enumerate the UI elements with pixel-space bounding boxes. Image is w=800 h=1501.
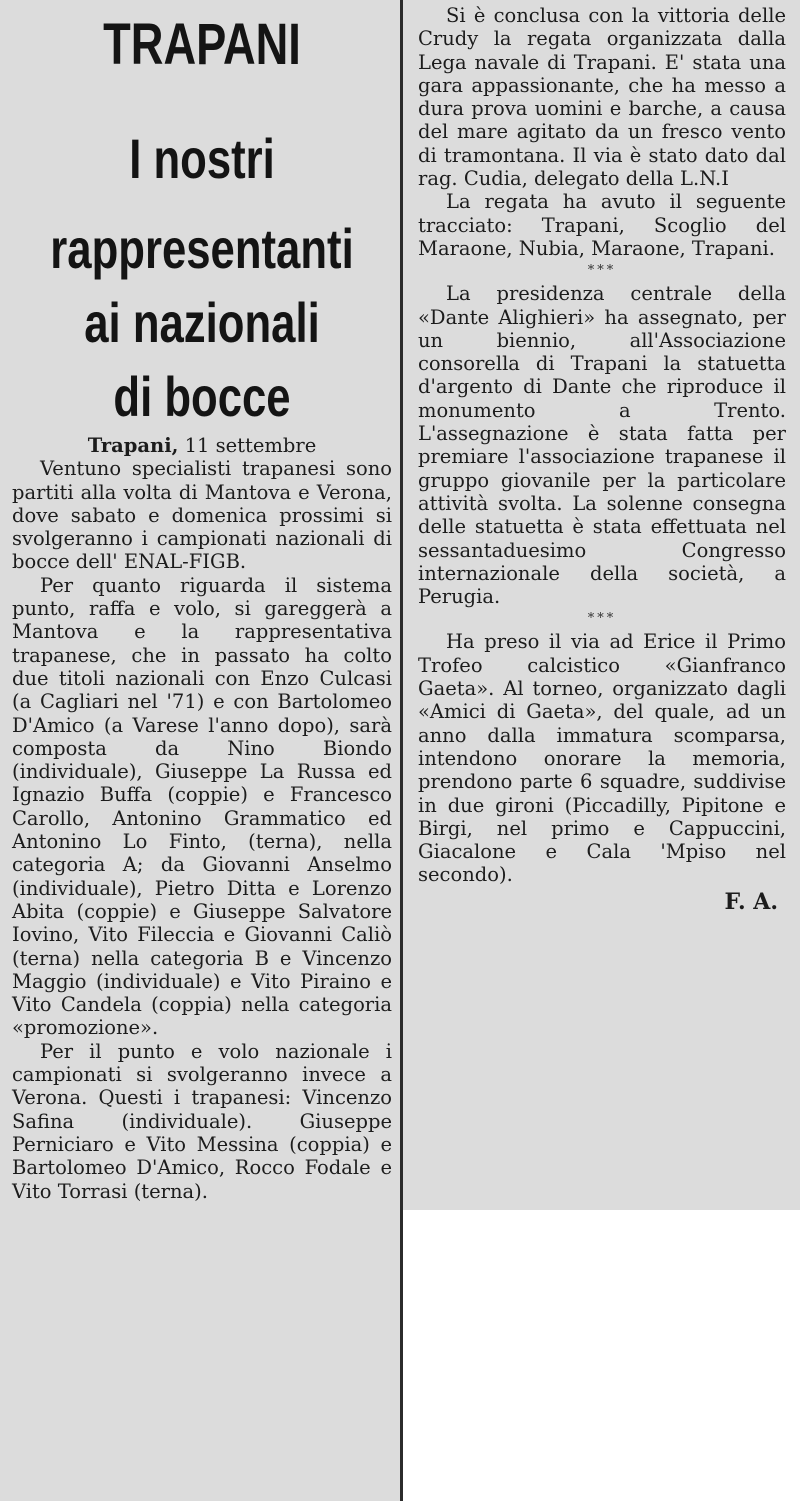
headline-line-1: I nostri: [129, 127, 275, 190]
dateline: Trapani,: [87, 434, 179, 457]
section-kicker: TRAPANI: [103, 12, 301, 77]
signature: F. A.: [724, 888, 778, 915]
article-paragraph: Per quanto riguarda il sistema punto, raffa e volo, si gareggerà a Mantova e la rappresentativa trapanese, che in passato ha colto due titoli nazionali con Enzo Culcasi (a Cagliari nel '71) e con Bartolomeo D'Amico (a Varese l'anno dopo), sarà composta da Nino Biondo (individuale), Giuseppe La Russa ed Ignazio Buffa (coppie) e Francesco Carollo, Antonino Grammatico ed Antonino Lo Finto, (terna), nella categoria A; da Giovanni Anselmo (individuale), Pietro Ditta e Lorenzo Abita (coppie) e Giuseppe Salvatore Iovino, Vito Fileccia e Giovanni Caliò (terna) nella categoria B e Vincenzo Maggio (individuale) e Vito Piraino e Vito Candela (coppia) nella categoria «promozione».: [12, 573, 392, 1040]
column-divider: [400, 0, 403, 1501]
bocce-article: [12, 434, 392, 1203]
separator-stars: ***: [587, 263, 617, 279]
article-paragraph: Ventuno specialisti trapanesi sono partiti alla volta di Mantova e Verona, dove sabato e domenica prossimi si svolgeranno i campionati nazionali di bocce dell' ENAL-FIGB.: [12, 457, 392, 574]
article-paragraph: Per il punto e volo nazionale i campionati si svolgeranno invece a Verona. Questi i trapanesi: Vincenzo Safina (individuale). Giuseppe Perniciaro e Vito Messina (coppia) e Bartolomeo D'Amico, Rocco Fodale e Vito Torrasi (terna).: [12, 1039, 392, 1203]
news-briefs: [418, 4, 786, 914]
headline-line-3: ai nazionali: [84, 291, 320, 354]
brief-paragraph: Ha preso il via ad Erice il Primo Trofeo calcistico «Gianfranco Gaeta». Al torneo, organizzato dagli «Amici di Gaeta», del quale, ad un anno dalla immatura scomparsa, intendono onorare la memoria, prendono parte 6 squadre, suddivise in due gironi (Piccadilly, Pipitone e Birgi, nel primo e Cappuccini, Giacalone e Cala 'Mpiso nel secondo).: [418, 630, 786, 887]
headline-line-2: rappresentanti: [50, 217, 354, 280]
headline-line-4: di bocce: [113, 365, 291, 428]
date: 11 settembre: [184, 434, 317, 457]
article-paragraph: [12, 434, 392, 457]
brief-paragraph: La presidenza centrale della «Dante Alighieri» ha assegnato, per un biennio, all'Associazione consorella di Trapani la statuetta d'argento di Dante che riproduce il monumento a Trento. L'assegnazione è stata fatta per premiare l'associazione trapanese il gruppo giovanile per la particolare attività svolta. La solenne consegna delle statuetta è stata effettuata nel sessantaduesimo Congresso internazionale della società, a Perugia.: [418, 282, 786, 609]
brief-paragraph: Si è conclusa con la vittoria delle Crudy la regata organizzata dalla Lega navale di Trapani. E' stata una gara appassionante, che ha messo a dura prova uomini e barche, a causa del mare agitato da un fresco vento di tramontana. Il via è stato dato dal rag. Cudia, delegato della L.N.I: [418, 4, 786, 191]
separator-stars: ***: [587, 611, 617, 627]
brief-paragraph: La regata ha avuto il seguente tracciato: Trapani, Scoglio del Maraone, Nubia, Maraone, Trapani.: [418, 190, 786, 260]
